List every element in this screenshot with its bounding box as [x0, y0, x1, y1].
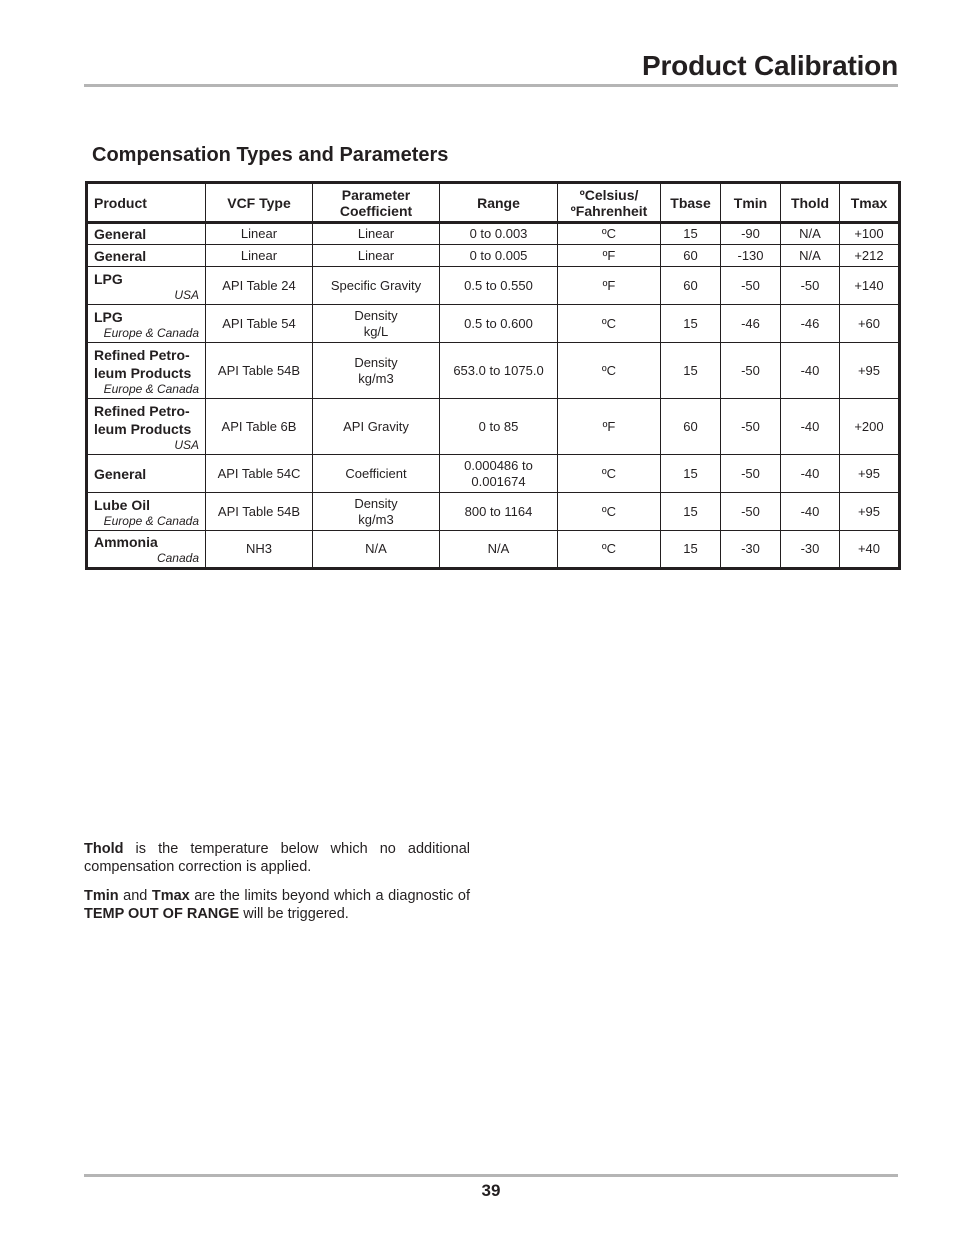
- unit-cell: ºC: [558, 223, 661, 245]
- table-row: [87, 343, 900, 399]
- table-header-row: [87, 183, 900, 223]
- table-row: [87, 493, 900, 531]
- range-cell: 0 to 85: [440, 399, 558, 455]
- product-name: Refined Petro- leum Products: [94, 346, 192, 381]
- tmin-term: Tmin: [84, 888, 119, 904]
- table-row: [87, 223, 900, 245]
- tbase-cell: 15: [661, 531, 721, 569]
- unit-cell: ºC: [558, 305, 661, 343]
- notes: [84, 840, 470, 934]
- thold-term: Thold: [84, 841, 124, 857]
- and-text: and: [118, 888, 152, 904]
- product-name: LPG: [94, 270, 123, 287]
- tmin-cell: -50: [721, 267, 781, 305]
- parameter-cell: N/A: [313, 531, 440, 569]
- unit-cell: ºF: [558, 399, 661, 455]
- product-name: Refined Petro- leum Products: [94, 402, 192, 437]
- tmax-cell: +40: [840, 531, 900, 569]
- product-name: General: [94, 465, 147, 482]
- tmin-cell: -50: [721, 343, 781, 399]
- page-number: 39: [481, 1181, 501, 1200]
- unit-cell: ºC: [558, 455, 661, 493]
- product-cell: [87, 305, 206, 343]
- product-name: Lube Oil: [94, 496, 150, 513]
- col-vcf-type-header: VCF Type: [206, 183, 313, 223]
- parameter-cell: Specific Gravity: [313, 267, 440, 305]
- parameter-cell: Linear: [313, 245, 440, 267]
- vcf-type-cell: NH3: [206, 531, 313, 569]
- product-cell: [87, 531, 206, 569]
- vcf-type-cell: API Table 54B: [206, 493, 313, 531]
- thold-cell: N/A: [781, 223, 840, 245]
- thold-cell: -40: [781, 493, 840, 531]
- range-cell: 0 to 0.005: [440, 245, 558, 267]
- tmax-cell: +212: [840, 245, 900, 267]
- col-tmax-header: Tmax: [840, 183, 900, 223]
- tmax-cell: +100: [840, 223, 900, 245]
- product-cell: [87, 455, 206, 493]
- thold-cell: -46: [781, 305, 840, 343]
- thold-text: is the temperature below which no additional compensation correction is applied.: [84, 841, 470, 875]
- table-body: [87, 223, 900, 569]
- tbase-cell: 60: [661, 399, 721, 455]
- thold-cell: -50: [781, 267, 840, 305]
- header-rule: [84, 84, 898, 87]
- col-parameter-header: Parameter Coefficient: [313, 183, 440, 223]
- product-region: Europe & Canada: [103, 513, 199, 528]
- product-region: USA: [174, 437, 199, 452]
- thold-cell: -30: [781, 531, 840, 569]
- parameter-cell: Linear: [313, 223, 440, 245]
- table-row: [87, 245, 900, 267]
- parameter-cell: Density kg/L: [313, 305, 440, 343]
- thold-note: [84, 840, 470, 876]
- page-title: Product Calibration: [642, 50, 898, 81]
- product-region: Canada: [156, 551, 199, 565]
- tmax-cell: +140: [840, 267, 900, 305]
- tmin-cell: -50: [721, 399, 781, 455]
- product-name: LPG: [94, 308, 123, 325]
- product-region: USA: [174, 287, 199, 302]
- product-cell: [87, 493, 206, 531]
- product-cell: [87, 245, 206, 267]
- tbase-cell: 15: [661, 343, 721, 399]
- table-row: [87, 267, 900, 305]
- tmax-cell: +95: [840, 343, 900, 399]
- product-region: Europe & Canada: [103, 381, 199, 396]
- product-name: Ammonia: [94, 534, 158, 550]
- vcf-type-cell: API Table 54C: [206, 455, 313, 493]
- parameter-cell: Coefficient: [313, 455, 440, 493]
- vcf-type-cell: API Table 54B: [206, 343, 313, 399]
- col-tbase-header: Tbase: [661, 183, 721, 223]
- table-row: [87, 305, 900, 343]
- tbase-cell: 15: [661, 493, 721, 531]
- parameter-cell: API Gravity: [313, 399, 440, 455]
- product-region: Europe & Canada: [103, 325, 199, 340]
- col-product-header: Product: [87, 183, 206, 223]
- unit-cell: ºF: [558, 267, 661, 305]
- table-row: [87, 531, 900, 569]
- col-unit-header: ºCelsius/ ºFahrenheit: [558, 183, 661, 223]
- unit-cell: ºC: [558, 343, 661, 399]
- vcf-type-cell: API Table 6B: [206, 399, 313, 455]
- limits-text: are the limits beyond which a diagnostic of: [189, 888, 470, 904]
- product-cell: [87, 399, 206, 455]
- tmin-cell: -30: [721, 531, 781, 569]
- tmax-term: Tmax: [151, 888, 190, 904]
- limits-note: [84, 887, 470, 923]
- parameter-cell: Density kg/m3: [313, 493, 440, 531]
- unit-cell: ºC: [558, 493, 661, 531]
- range-cell: 653.0 to 1075.0: [440, 343, 558, 399]
- tmax-cell: +95: [840, 493, 900, 531]
- diagnostic-term: TEMP OUT OF RANGE: [84, 906, 240, 922]
- parameter-cell: Density kg/m3: [313, 343, 440, 399]
- thold-cell: -40: [781, 455, 840, 493]
- table-row: [87, 455, 900, 493]
- thold-cell: -40: [781, 399, 840, 455]
- vcf-type-cell: API Table 54: [206, 305, 313, 343]
- tmin-cell: -46: [721, 305, 781, 343]
- product-name: General: [94, 247, 147, 264]
- col-thold-header: Thold: [781, 183, 840, 223]
- thold-cell: N/A: [781, 245, 840, 267]
- tmin-cell: -50: [721, 455, 781, 493]
- tmax-cell: +200: [840, 399, 900, 455]
- range-cell: 0.5 to 0.600: [440, 305, 558, 343]
- vcf-type-cell: Linear: [206, 245, 313, 267]
- range-cell: 800 to 1164: [440, 493, 558, 531]
- trigger-text: will be triggered.: [239, 906, 349, 922]
- product-cell: [87, 267, 206, 305]
- footer-rule: [84, 1174, 898, 1177]
- product-cell: [87, 223, 206, 245]
- col-tmin-header: Tmin: [721, 183, 781, 223]
- thold-cell: -40: [781, 343, 840, 399]
- tmax-cell: +60: [840, 305, 900, 343]
- tbase-cell: 60: [661, 267, 721, 305]
- tmin-cell: -50: [721, 493, 781, 531]
- range-cell: 0.000486 to 0.001674: [440, 455, 558, 493]
- tbase-cell: 15: [661, 223, 721, 245]
- product-cell: [87, 343, 206, 399]
- unit-cell: ºC: [558, 531, 661, 569]
- range-cell: 0.5 to 0.550: [440, 267, 558, 305]
- tmin-cell: -90: [721, 223, 781, 245]
- table-row: [87, 399, 900, 455]
- section-title: Compensation Types and Parameters: [92, 144, 449, 166]
- tbase-cell: 15: [661, 305, 721, 343]
- tmin-cell: -130: [721, 245, 781, 267]
- col-range-header: Range: [440, 183, 558, 223]
- tbase-cell: 60: [661, 245, 721, 267]
- unit-cell: ºF: [558, 245, 661, 267]
- range-cell: N/A: [440, 531, 558, 569]
- compensation-table: [85, 181, 901, 570]
- range-cell: 0 to 0.003: [440, 223, 558, 245]
- vcf-type-cell: API Table 24: [206, 267, 313, 305]
- product-name: General: [94, 226, 147, 242]
- tbase-cell: 15: [661, 455, 721, 493]
- tmax-cell: +95: [840, 455, 900, 493]
- vcf-type-cell: Linear: [206, 223, 313, 245]
